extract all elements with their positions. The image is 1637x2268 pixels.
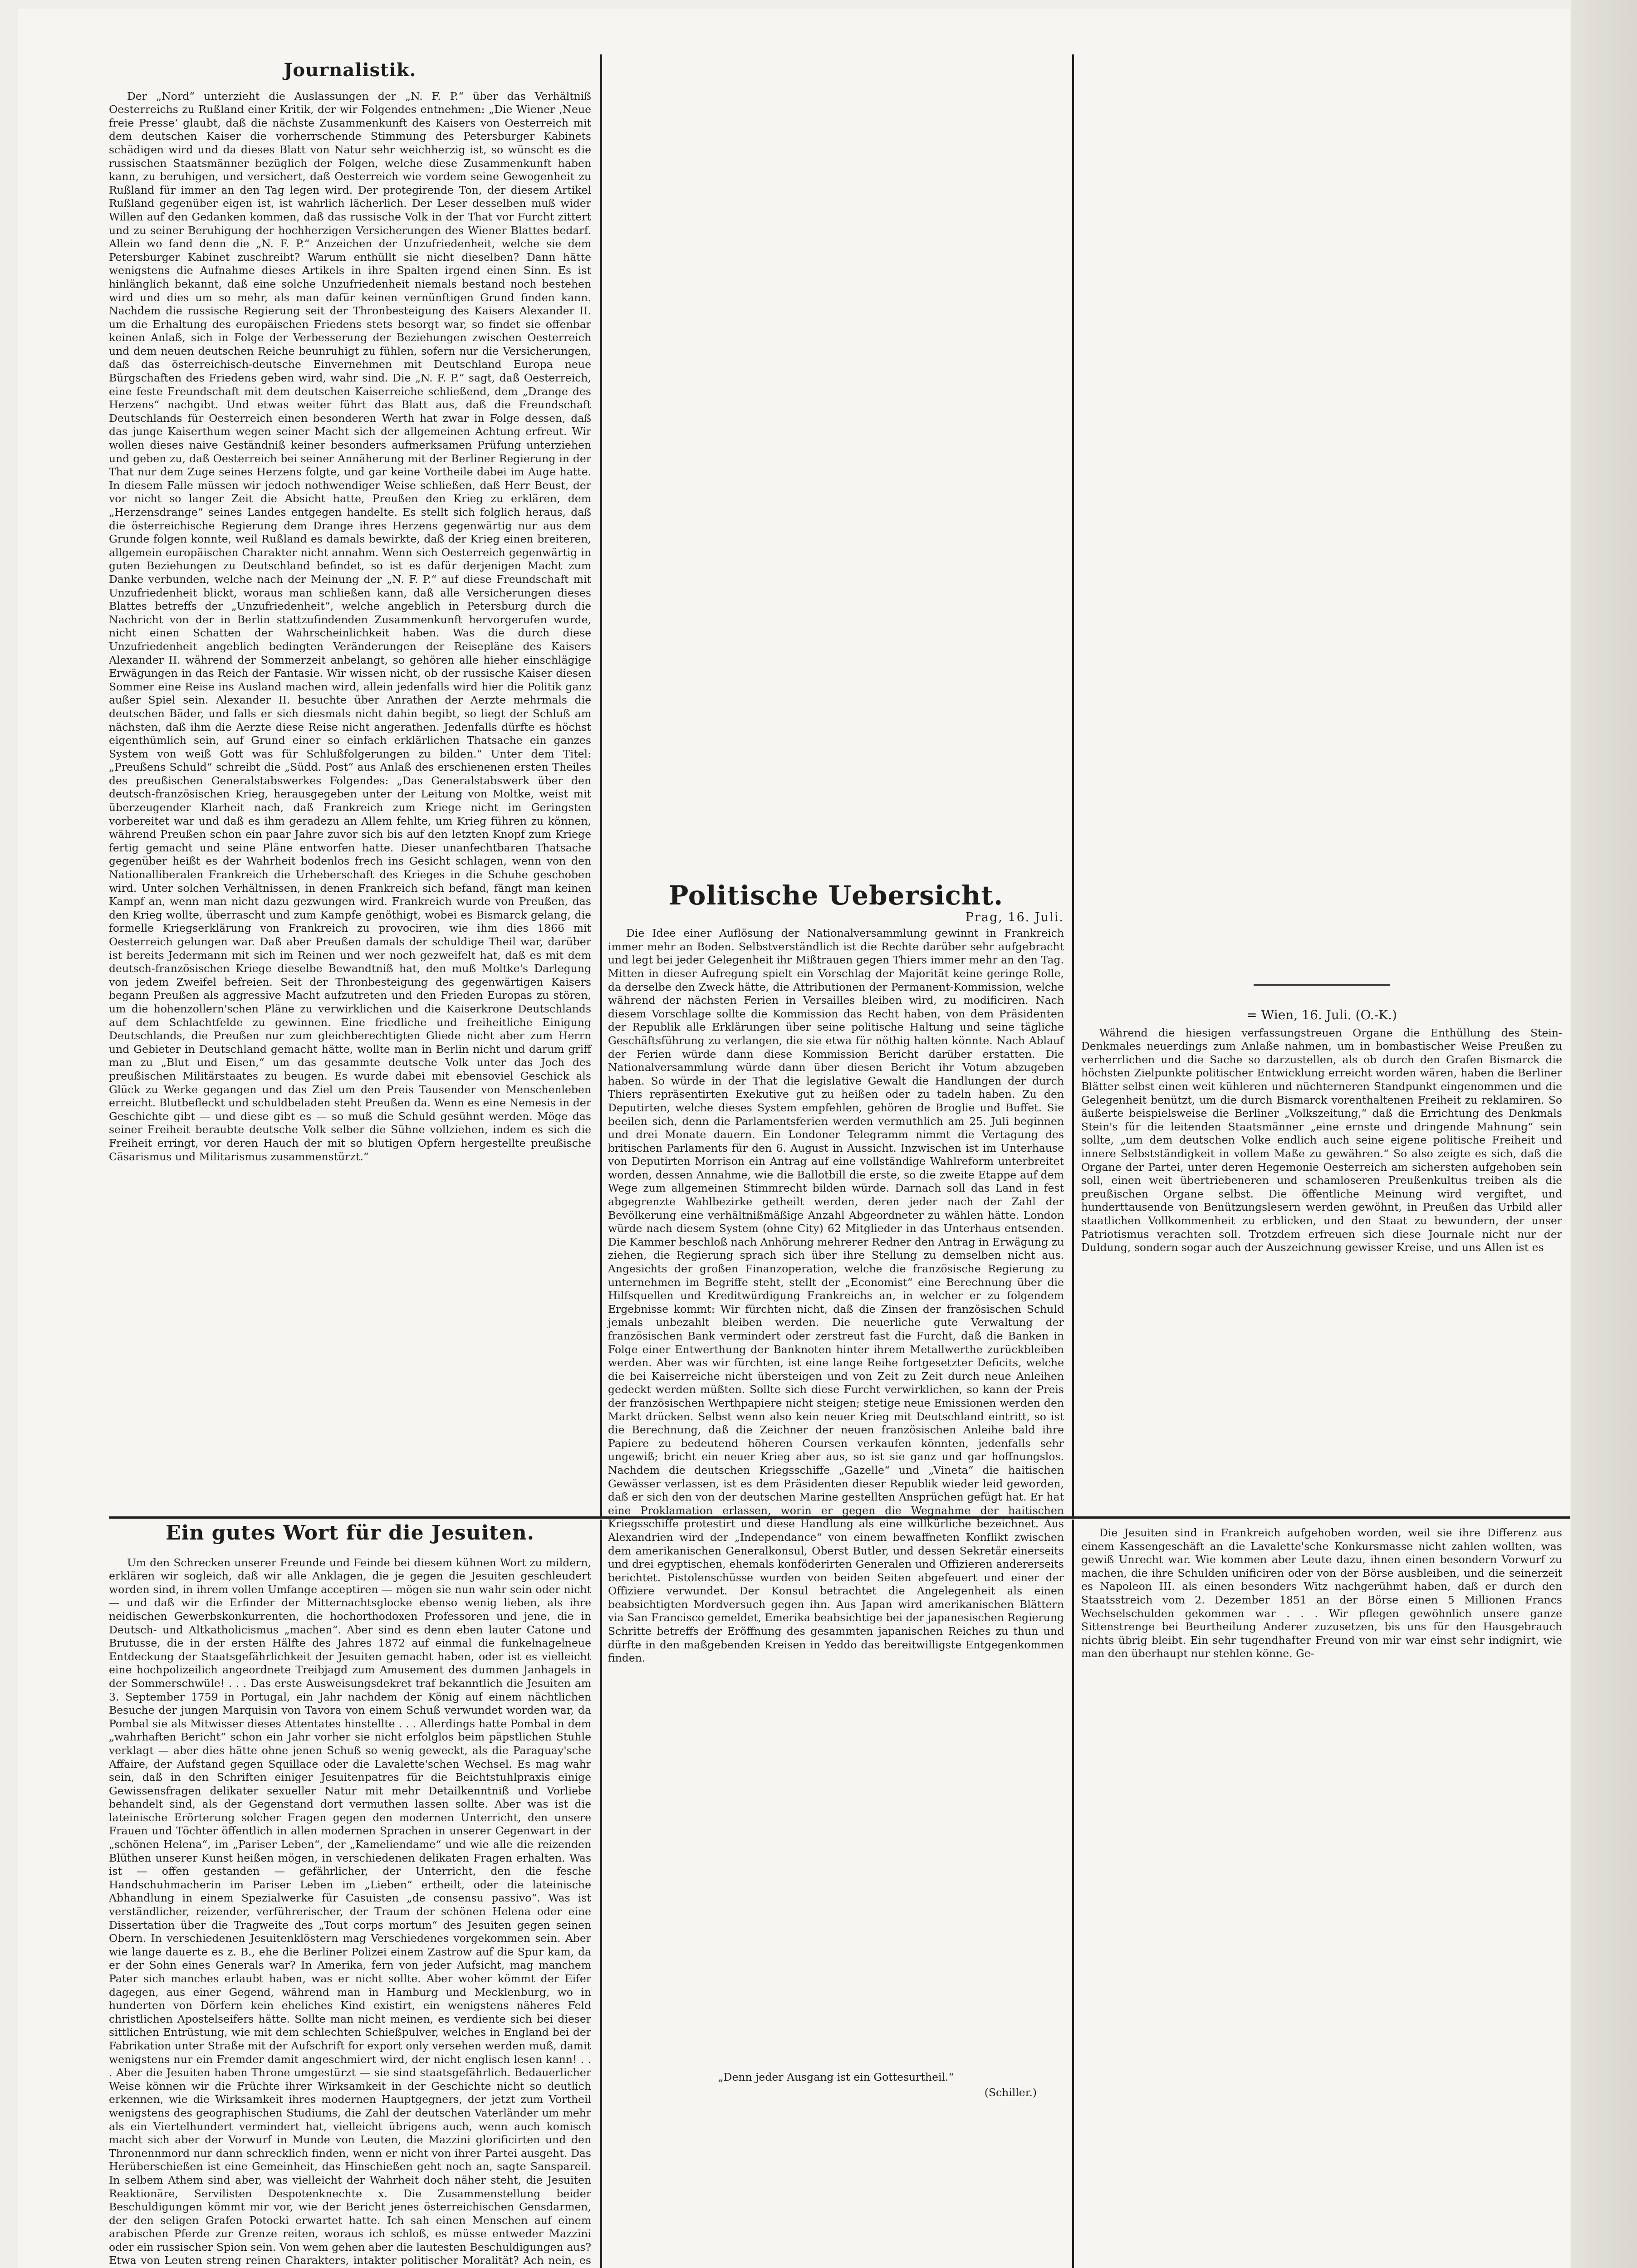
politik-body: Die Idee einer Auflösung der Nationalversammlung gewinnt in Frankreich immer mehr an Boden. Selbstverständlich ist die Rechte darüber sehr aufgebracht und legt bei jeder Gelegenheit ihr Mißtrauen gegen Thiers immer mehr an den Tag. Mitten in dieser Aufregung spielt ein Vorschlag der Majorität keine geringe Rolle, da derselbe den Zweck hätte, die Attributionen der Permanent-Kommission, welche während der nächsten Ferien in Versailles bleiben wird, zu modificiren. Nach diesem Vorschlage sollte die Kommission das Recht haben, von dem Präsidenten der Republik alle Erklärungen über seine politische Haltung und seine tägliche Geschäftsführung zu verlangen, die sie etwa für nöthig halten könnte. Nach Ablauf der Ferien würde dann diese Kommission Bericht darüber erstatten. Die Nationalversammlung würde dann über diesen Bericht ihr Votum abzugeben haben. So würde in der That die legislative Gewalt die Handlungen der durch Thiers repräsentirten Exekutive gut zu heißen oder zu tadeln haben. Zu den Deputirten, welche dieses System empfehlen, gehören de Broglie und Buffet. Sie beeilen sich, denn die Parlamentsferien werden vermuthlich am 25. Juli beginnen und drei Monate dauern. Ein Londoner Telegramm nimmt die Vertagung des britischen Parlaments für den 6. August in Aussicht. Inzwischen ist im Unterhause von Deputirten Morrison ein Antrag auf eine vollständige Wahlreform unterbreitet worden, dessen Annahme, wie die Ballotbill die erste, so die zweite Etappe auf dem Wege zum allgemeinen Stimmrecht bilden würde. Darnach soll das Land in fest abgegrenzte Wahlbezirke getheilt werden, deren jeder nach der Zahl der Bevölkerung eine verhältnißmäßige Anzahl Abgeordneter zu wählen hätte. London würde nach diesem System (ohne City) 62 Mitglieder in das Unterhaus entsenden. Die Kammer beschloß nach Anhörung mehrerer Redner den Antrag in Erwägung zu ziehen, die Regierung sprach sich über ihre Stellung zu demselben nicht aus. Angesichts der großen Finanzoperation, welche die französische Regierung zu unternehmen im Begriffe steht, stellt der „Economist“ eine Berechnung über die Hilfsquellen und Kreditwürdigung Frankreichs an, in welcher er zu folgendem Ergebnisse kommt: Wir fürchten nicht, daß die Zinsen der französischen Schuld jemals unbezahlt bleiben werden. Die neuerliche gute Verwaltung der französischen Bank vermindert oder zerstreut fast die Furcht, daß die Banken in Folge einer Entwerthung der Banknoten hinter ihrem Metallwerthe zurückbleiben werden. Aber was wir fürchten, ist eine lange Reihe fortgesetzter Deficits, welche die bei Kaiserreiche nicht übersteigen und von Zeit zu Zeit durch neue Anleihen gedeckt werden müßten. Sollte sich diese Furcht verwirklichen, so kann der Preis der französischen Werthpapiere nicht steigen; stetige neue Emissionen werden den Markt drücken. Selbst wenn also kein neuer Krieg mit Deutschland eintritt, so ist die Berechnung, daß die Zeichner der neuen französischen Anleihe bald ihre Papiere zu bedeutend höheren Coursen verkaufen könnten, jedenfalls sehr ungewiß; bricht ein neuer Krieg aber aus, so ist sie ganz und gar hoffnungslos. Nachdem die deutschen Kriegsschiffe „Gazelle“ und „Vineta“ die haitischen Gewässer verlassen, ist es dem Präsidenten dieser Republik wieder leid geworden, daß er sich den von der deutschen Marine gestellten Ansprüchen gefügt hat. Er hat eine Proklamation erlassen, worin er gegen die Wegnahme der haitischen Kriegsschiffe protestirt und diese Handlung als eine willkürliche bezeichnet. Aus Alexandrien wird der „Independance“ von einem bewaffneten Konflikt zwischen dem amerikanischen Generalkonsul, Oberst Butler, und dessen Sekretär einerseits und drei egyptischen, ehemals konföderirten Generalen und Offizieren andererseits berichtet. Pistolenschüsse wurden von beiden Seiten abgefeuert und einer der Offiziere verwundet. Der Konsul betrachtet die Angelegenheit als einen beabsichtigten Mordversuch gegen ihn. Aus Japan wird amerikanischen Blättern via San Francisco gemeldet, Emerika beabsichtige bei der japanesischen Regierung Schritte betreffs der Eröffnung des gesammten japanischen Reiches zu thun und dürfte in den maßgebenden Kreisen in Yeddo das bereitwilligste Entgegenkommen finden. — [608, 927, 1064, 1665]
jesuiten-quote: „Denn jeder Ausgang ist ein Gottesurtheil.“ — [718, 2071, 954, 2083]
wien-dateline: = Wien, 16. Juli. (O.-K.) — [1246, 1007, 1397, 1022]
politik-heading: Politische Uebersicht. — [668, 880, 1004, 911]
column-rule-1 — [600, 54, 602, 1516]
journalistik-body: Der „Nord“ unterzieht die Auslassungen der „N. F. P.“ über das Verhältniß Oesterreichs zu Rußland einer Kritik, der wir Folgendes entnehmen: „Die Wiener ‚Neue freie Presse‘ glaubt, daß die nächste Zusammenkunft des Kaisers von Oesterreich mit dem deutschen Kaiser die vorherrschende Stimmung des Petersburger Kabinets schädigen wird und da dieses Blatt von Natur sehr weichherzig ist, so wünscht es die russischen Staatsmänner bezüglich der Folgen, welche diese Zusammenkunft haben kann, zu beruhigen, und versichert, daß Oesterreich wie vordem seine Gewogenheit zu Rußland für immer an den Tag legen wird. Der protegirende Ton, der diesem Artikel Rußland gegenüber eigen ist, ist wahrlich lächerlich. Der Leser desselben muß wider Willen auf den Gedanken kommen, daß das russische Volk in der That vor Furcht zittert und zu seiner Beruhigung der hochherzigen Versicherungen des Wiener Blattes bedarf. Allein wo fand denn die „N. F. P.“ Anzeichen der Unzufriedenheit, welche sie dem Petersburger Kabinet zuschreibt? Warum enthüllt sie nicht dieselben? Dann hätte wenigstens die Aufnahme dieses Artikels in ihre Spalten irgend einen Sinn. Es ist hinlänglich bekannt, daß eine solche Unzufriedenheit niemals bestand noch bestehen wird und dies um so mehr, als man dafür keinen vernünftigen Grund finden kann. Nachdem die russische Regierung seit der Thronbesteigung des Kaisers Alexander II. um die Erhaltung des europäischen Friedens stets besorgt war, so findet sie offenbar keinen Anlaß, sich in Folge der Verbesserung der Beziehungen zwischen Oesterreich und dem neuen deutschen Reiche beunruhigt zu fühlen, sofern nur die Versicherungen, daß das österreichisch-deutsche Einvernehmen mit Deutschland Europa neue Bürgschaften des Friedens geben wird, wahr sind. Die „N. F. P.“ sagt, daß Oesterreich, eine feste Freundschaft mit dem deutschen Kaiserreiche schließend, dem „Drange des Herzens“ nachgibt. Und etwas weiter führt das Blatt aus, daß die Freundschaft Deutschlands für Oesterreich einen besonderen Werth hat zwar in Folge dessen, daß das junge Kaiserthum wegen seiner Macht sich der allgemeinen Achtung erfreut. Wir wollen dieses naive Geständniß keiner besonders aufmerksamen Prüfung unterziehen und geben zu, daß Oesterreich bei seiner Annäherung mit der Berliner Regierung in der That nur dem Zuge seines Herzens folgte, und gar keine Vortheile dabei im Auge hatte. In diesem Falle müssen wir jedoch nothwendiger Weise schließen, daß Herr Beust, der vor nicht so langer Zeit die Absicht hatte, Preußen den Krieg zu erklären, dem „Herzensdrange“ seines Landes entgegen handelte. Es stellt sich folglich heraus, daß die österreichische Regierung dem Drange ihres Herzens gegenwärtig nur aus dem Grunde folgen konnte, weil Rußland es damals bewirkte, daß der Krieg einen breiteren, allgemein europäischen Charakter nicht annahm. Wenn sich Oesterreich gegenwärtig in guten Beziehungen zu Deutschland befindet, so ist es dafür derjenigen Macht zum Danke verbunden, welche nach der Meinung der „N. F. P.“ auf diese Freundschaft mit Unzufriedenheit blickt, woraus man schließen kann, daß alle Versicherungen dieses Blattes betreffs der „Unzufriedenheit“, welche angeblich in Petersburg durch die Nachricht von der in Berlin stattzufindenden Zusammenkunft hervorgerufen wurde, nicht einen Schatten der Wahrscheinlichkeit haben. Was die durch diese Unzufriedenheit angeblich bedingten Veränderungen der Reisepläne des Kaisers Alexander II. während der Sommerzeit anbelangt, so gehören alle hieher einschlägige Erwägungen in das Reich der Fantasie. Wir wissen nicht, ob der russische Kaiser diesen Sommer eine Reise ins Ausland machen wird, allein jedenfalls wird hier die Politik ganz außer Spiel sein. Alexander II. besuchte über Anrathen der Aerzte mehrmals die deutschen Bäder, und falls er sich diesmals nicht dahin begibt, so liegt der Schluß am nächsten, daß ihm die Aerzte diese Reise nicht angerathen. Jedenfalls dürfte es höchst eigenthümlich sein, auf Grund einer so einfach erklärlichen Thatsache ein ganzes System von weiß Gott was für Schlußfolgerungen zu bilden.“ Unter dem Titel: „Preußens Schuld“ schreibt die „Südd. Post“ aus Anlaß des erschienenen ersten Theiles des preußischen Generalstabswerkes Folgendes: „Das Generalstabswerk über den deutsch-französischen Krieg, herausgegeben unter der Leitung von Moltke, weist mit überzeugender Klarheit nach, daß Frankreich zum Kriege nicht im Geringsten vorbereitet war und daß es ihm geradezu an Allem fehlte, um Krieg führen zu können, während Preußen schon ein paar Jahre zuvor sich bis auf den letzten Knopf zum Kriege fertig gemacht und seine Pläne entworfen hatte. Dieser unanfechtbaren Thatsache gegenüber heißt es der Wahrheit bodenlos frech ins Gesicht schlagen, wenn von den Nationalliberalen Frankreich die Urheberschaft des Krieges in die Schuhe geschoben wird. Unter solchen Verhältnissen, in denen Frankreich sich befand, fängt man keinen Kampf an, wenn man nicht dazu gezwungen wird. Frankreich wurde von Preußen, das den Krieg wollte, überrascht und zum Kampfe genöthigt, wobei es Bismarck gelang, die formelle Kriegserklärung von Frankreich zu provociren, wie ihm dies 1866 mit Oesterreich gelungen war. Daß aber Preußen damals der schuldige Theil war, darüber ist bereits Jedermann mit sich im Reinen und wer noch gezweifelt hat, daß es mit dem deutsch-französischen Kriege dieselbe Bewandtniß hat, den muß Moltke's Darlegung von jedem Zweifel befreien. Seit der Thronbesteigung des gegenwärtigen Kaisers begann Preußen als aggressive Macht aufzutreten und den Frieden Europas zu stören, um die hohenzollern'schen Pläne zu verwirklichen und die Kaiserkrone Deutschlands auf dem Schlachtfelde zu gewinnen. Eine friedliche und freiheitliche Einigung Deutschlands, die Preußen nur zum gleichberechtigten Gliede nicht aber zum Herrn und Gebieter in Deutschland gemacht hätte, wollte man in Berlin nicht und darum griff man zu „Blut und Eisen,“ um das gesammte deutsche Volk unter das Joch des preußischen Militärstaates zu beugen. Es wurde dabei mit ebensoviel Geschick als Glück zu Werke gegangen und das Ziel um den Preis Tausender von Menschenleben erreicht. Blutbefleckt und schuldbeladen steht Preußen da. Wenn es eine Nemesis in der Geschichte gibt — und diese gibt es — so muß die Schuld gesühnt werden. Möge das seiner Freiheit beraubte deutsche Volk selber die Sühne vollziehen, indem es sich die Freiheit erringt, vor deren Hauch der mit so blutigen Opfern hergestellte preußische Cäsarismus und Militarismus zusammenstürzt.“ — [109, 89, 591, 1163]
column-rule-3 — [600, 1520, 602, 2268]
column-jesuiten-2 — [608, 1526, 1064, 2268]
column-journalistik — [109, 9, 591, 1513]
column-rule-4 — [1072, 1520, 1074, 2268]
column-politik — [608, 54, 1064, 1665]
politik-dateline: Prag, 16. Juli. — [965, 910, 1064, 924]
column-jesuiten-1 — [109, 1521, 591, 2268]
newspaper-page — [18, 9, 1570, 2268]
wien-separator — [1254, 984, 1390, 986]
jesuiten-heading: Ein gutes Wort für die Jesuiten. — [166, 1521, 534, 1545]
scan-edge — [1571, 0, 1637, 2268]
jesuiten-quote-source: (Schiller.) — [984, 2086, 1037, 2099]
column-wien — [1081, 54, 1562, 1513]
journalistik-heading: Journalistik. — [284, 59, 417, 81]
column-jesuiten-3 — [1081, 1526, 1562, 2268]
jesuiten-body-continued: Die Jesuiten sind in Frankreich aufgehoben worden, weil sie ihre Differenz aus einem Kassengeschäft an die Lavalette'sche Konkursmasse nicht zahlen wollten, was gewiß Unrecht war. Wie kommen aber Leute dazu, ihnen einen besondern Vorwurf zu machen, die ihre Schulden unificiren oder von der Börse ausbleiben, und die seinerzeit es Napoleon III. als einen besonders Witz nachgerühmt haben, daß er durch den Staatsstreich vom 2. Dezember 1851 an der Börse einen 5 Millionen Francs Wechselschulden gekommen war . . . Wir pflegen gewöhnlich unsere ganze Sittenstrenge bei Beurtheilung Anderer zuzusetzen, bis uns für den Hausgebrauch nichts übrig bleibt. Ein sehr tugendhafter Freund von mir war einst sehr indignirt, wie man den überhaupt nur stehlen könne. Ge- — [1081, 1526, 1562, 1660]
jesuiten-body: Um den Schrecken unserer Freunde und Feinde bei diesem kühnen Wort zu mildern, erklären wir sogleich, daß wir alle Anklagen, die je gegen die Jesuiten geschleudert worden sind, in ihrem vollen Umfange acceptiren — mögen sie nun wahr sein oder nicht — und daß wir die Erfinder der Mitternachtsglocke ebenso wenig lieben, als ihre neidischen Gewerbskonkurrenten, die hochorthodoxen Professoren und jene, die in Deutsch- und Altkatholicismus „machen“. Aber sind es denn eben lauter Catone und Brutusse, die in der ersten Hälfte des Jahres 1872 auf einmal die funkelnagelneue Entdeckung der Staatsgefährlichkeit der Jesuiten gemacht haben, oder ist es vielleicht eine hochpolizeilich angeordnete Treibjagd zum Amusement des dummen Janhagels in der Sommerschwüle! . . . Das erste Ausweisungsdekret traf bekanntlich die Jesuiten am 3. September 1759 in Portugal, ein Jahr nachdem der König auf einem nächtlichen Besuche der jungen Marquisin von Tavora von einem Schuß verwundet worden war, da Pombal sie als Mitwisser dieses Attentates hinstellte . . . Allerdings hatte Pombal in dem „wahrhaften Bericht“ schon ein Jahr vorher sie nicht erfolglos beim päpstlichen Stuhle verklagt — aber dies hätte ohne jenen Schuß so wenig geweckt, als die Paraguay'sche Affaire, der Aufstand gegen Squillace oder die Lavalette'schen Wechsel. Es mag wahr sein, daß in den Schriften einiger Jesuitenpatres für die Beichtstuhlpraxis einige Gewissensfragen delikater sexueller Natur mit mehr Detailkenntniß und Vorliebe behandelt sind, als der Gegenstand dort vermuthen lassen sollte. Aber was ist die lateinische Erörterung solcher Fragen gegen den modernen Unterricht, den unsere Frauen und Töchter öffentlich in allen modernen Sprachen in unserer Gegenwart in der „schönen Helena“, im „Pariser Leben“, der „Kameliendame“ und wie alle die reizenden Blüthen unserer Kunst heißen mögen, in verschiedenen delikaten Fragen erhalten. Was ist — offen gestanden — gefährlicher, der Unterricht, den die fesche Handschuhmacherin im Pariser Leben im „Lieben“ ertheilt, oder die lateinische Abhandlung in einem Spezialwerke für Casuisten „de consensu passivo“. Was ist verständlicher, reizender, verführerischer, der Traum der schönen Helena oder eine Dissertation über die Tragweite des „Tout corps mortum“ des Jesuiten gegen seinen Obern. In verschiedenen Jesuitenklöstern mag Verschiedenes vorgekommen sein. Aber wie lange dauerte es z. B., ehe die Berliner Polizei einem Zastrow auf die Spur kam, da er der Sohn eines Generals war? In Amerika, fern von jeder Aufsicht, mag manchem Pater sich manches erlaubt haben, was er nicht sollte. Aber woher kömmt der Eifer dagegen, aus einer Gegend, während man in Hamburg und Mecklenburg, wo in hunderten von Dörfern kein eheliches Kind existirt, ein wenigstens näheres Feld christlichen Apostelseifers hätte. Sollte man nicht meinen, es verdiente sich bei dieser sittlichen Entrüstung, wie mit dem schlechten Schießpulver, welches in England bei der Fabrikation unter Straße mit der Aufschrift for export only versehen werden muß, damit wenigstens nur ein Fremder damit angeschmiert wird, der nicht englisch lesen kann! . . . Aber die Jesuiten haben Throne umgestürzt — sie sind staatsgefährlich. Bedauerlicher Weise können wir die Früchte ihrer Wirksamkeit in der Geschichte nicht so deutlich erkennen, wie die Wirksamkeit ihres modernen Hauptgegners, der jetzt zum Vortheil wenigstens des geographischen Studiums, die Zahl der deutschen Vaterländer um mehr als ein Viertelhundert vermindert hat, vielleicht übrigens auch, wenn auch komisch macht sich aber der Vorwurf in Munde von Leuten, die Mazzini glorificirten und den Thronennmord nur dann schrecklich finden, wenn er nicht von ihrer Partei ausgeht. Das Herüberschießen ist eine Gemeinheit, das Hinschießen geht noch an, sagte Sanspareil. In selbem Athem sind aber, was vielleicht der Wahrheit doch näher steht, die Jesuiten Reaktionäre, Servilisten Despotenknechte x. Die Zusammenstellung beider Beschuldigungen kömmt mir vor, wie der Bericht jenes österreichischen Gensdarmen, der den seligen Grafen Potocki erwartet hatte. Ich sah einen Menschen auf einem arabischen Pferde zur Grenze reiten, woraus ich schloß, es müsse entweder Mazzini oder ein russischer Spion sein. Von wem gehen aber die lautesten Beschuldigungen aus? Etwa von Leuten streng reinen Charakters, intakter politischer Moralität? Ach nein, es — [109, 1556, 591, 2267]
column-rule-2 — [1072, 54, 1074, 1516]
wien-body: Während die hiesigen verfassungstreuen Organe die Enthüllung des Stein-Denkmales neuerdings zum Anlaße nahmen, um in bombastischer Weise Preußen zu verherrlichen und die Sache so darzustellen, als ob durch den Grafen Bismarck die höchsten Zielpunkte politischer Entwicklung erreicht worden wären, haben die Berliner Blätter selbst einen weit kühleren und nüchterneren Standpunkt eingenommen und die Gelegenheit benützt, um die durch Bismarck vorenthaltenen Freiheit zu reklamiren. So äußerte beispielsweise die Berliner „Volkszeitung,“ daß die Errichtung des Denkmals Stein's für die leitenden Staatsmänner „eine ernste und dringende Mahnung“ sein sollte, „um dem deutschen Volke endlich auch seine eigene politische Freiheit und innere Selbstständigkeit in vollem Maße zu gewähren.“ So also zeigte es sich, daß die Organe der Partei, unter deren Hegemonie Oesterreich am sichersten aufgehoben sein soll, einen weit übertriebeneren und schamloseren Preußenkultus treiben als die preußischen Organe selbst. Die öffentliche Meinung wird vergiftet, und hunderttausende von Benützungslesern werden gewöhnt, in Preußen das Urbild aller staatlichen Vollkommenheit zu erblicken, und den Staat zu bewundern, der unser Patriotismus verachten soll. Trotzdem erfreuen sich diese Journale nicht nur der Duldung, sondern sogar auch der Auszeichnung gewisser Kreise, und uns Allen ist es — [1081, 1026, 1562, 1254]
